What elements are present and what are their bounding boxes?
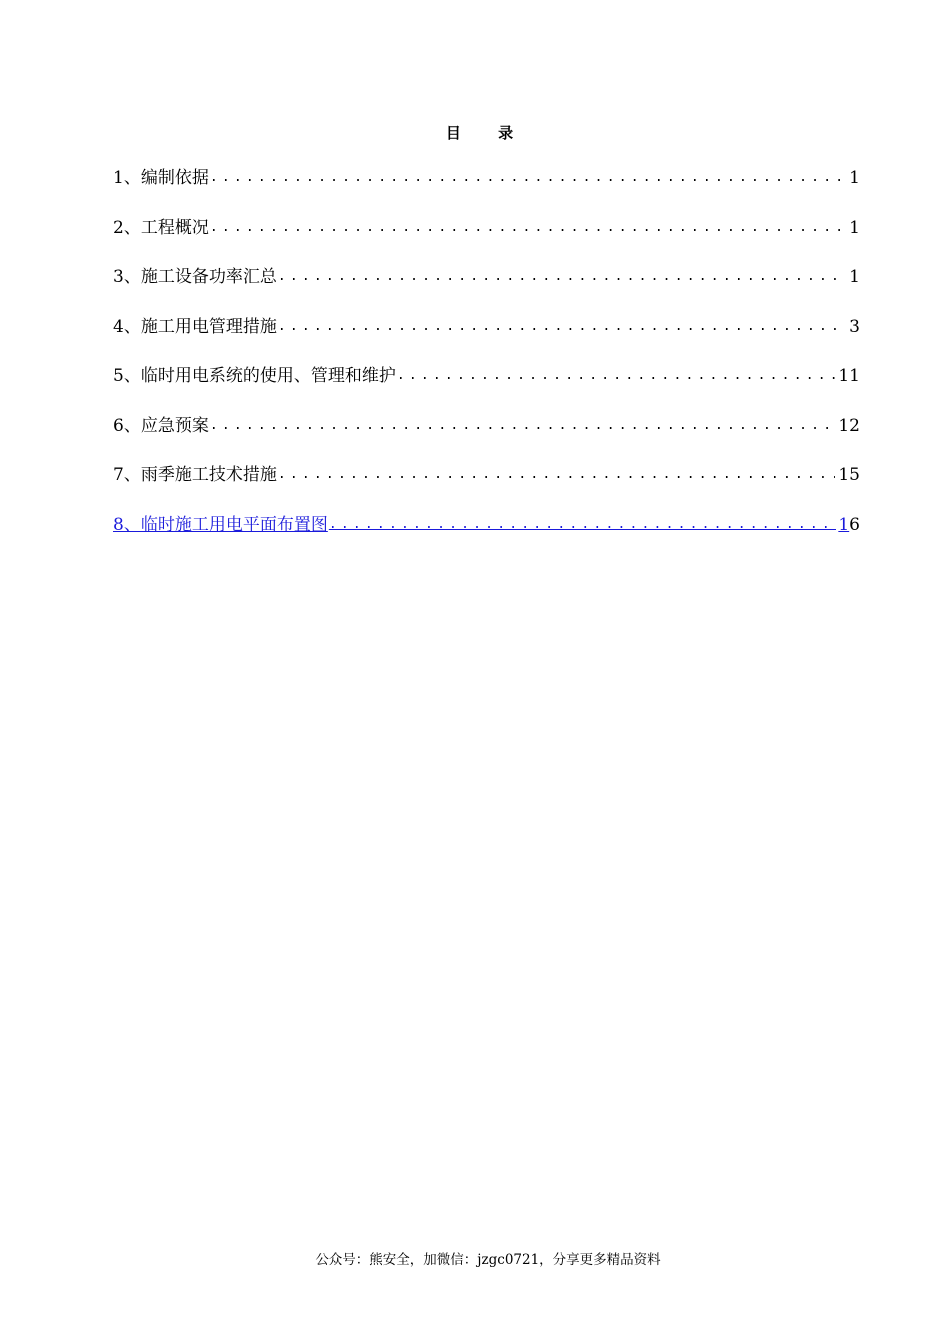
- toc-entry-1[interactable]: [113, 166, 860, 190]
- toc-dot-leader: [209, 414, 836, 438]
- toc-entry-2[interactable]: [113, 216, 860, 240]
- toc-page-number: 1: [849, 267, 860, 287]
- toc-page-number: 3: [849, 316, 860, 337]
- toc-dot-leader: [277, 265, 846, 289]
- toc-dot-leader: [328, 513, 837, 537]
- toc-entry-7[interactable]: [113, 463, 860, 487]
- toc-title: 目 录: [445, 124, 530, 142]
- footer-note: 公众号：熊安全，加微信：jzgc0721，分享更多精品资料: [315, 1252, 661, 1268]
- toc-page-number: 12: [838, 415, 860, 436]
- table-of-contents: [113, 166, 860, 562]
- toc-page-number-first-digit: 1: [838, 514, 850, 535]
- toc-entry-3[interactable]: [113, 265, 860, 289]
- toc-entry-label: 6、应急预案: [113, 415, 209, 436]
- toc-page-number: 1: [849, 168, 860, 188]
- toc-entry-5[interactable]: [113, 364, 860, 388]
- toc-dot-leader: [209, 216, 846, 240]
- toc-entry-4[interactable]: [113, 315, 860, 339]
- toc-entry-label: 4、施工用电管理措施: [113, 316, 277, 337]
- toc-entry-label: 5、临时用电系统的使用、管理和维护: [113, 366, 396, 386]
- toc-page-number-rest: 6: [849, 514, 860, 535]
- toc-page-number: 15: [838, 465, 860, 485]
- toc-dot-leader: [277, 315, 846, 339]
- toc-page-number: 1: [849, 217, 860, 238]
- toc-entry-label: 1、编制依据: [113, 168, 209, 188]
- toc-dot-leader: [277, 463, 836, 487]
- toc-page-number: 11: [838, 366, 860, 386]
- toc-entry-label: 3、施工设备功率汇总: [113, 267, 277, 287]
- toc-dot-leader: [209, 166, 846, 190]
- toc-entry-label: 2、工程概况: [113, 217, 209, 238]
- toc-page-number: [836, 513, 860, 537]
- toc-entry-6[interactable]: [113, 414, 860, 438]
- toc-entry-label: 8、临时施工用电平面布置图: [113, 514, 328, 535]
- toc-entry-8-link[interactable]: [113, 513, 860, 537]
- toc-entry-label: 7、雨季施工技术措施: [113, 465, 277, 485]
- toc-dot-leader: [396, 364, 836, 388]
